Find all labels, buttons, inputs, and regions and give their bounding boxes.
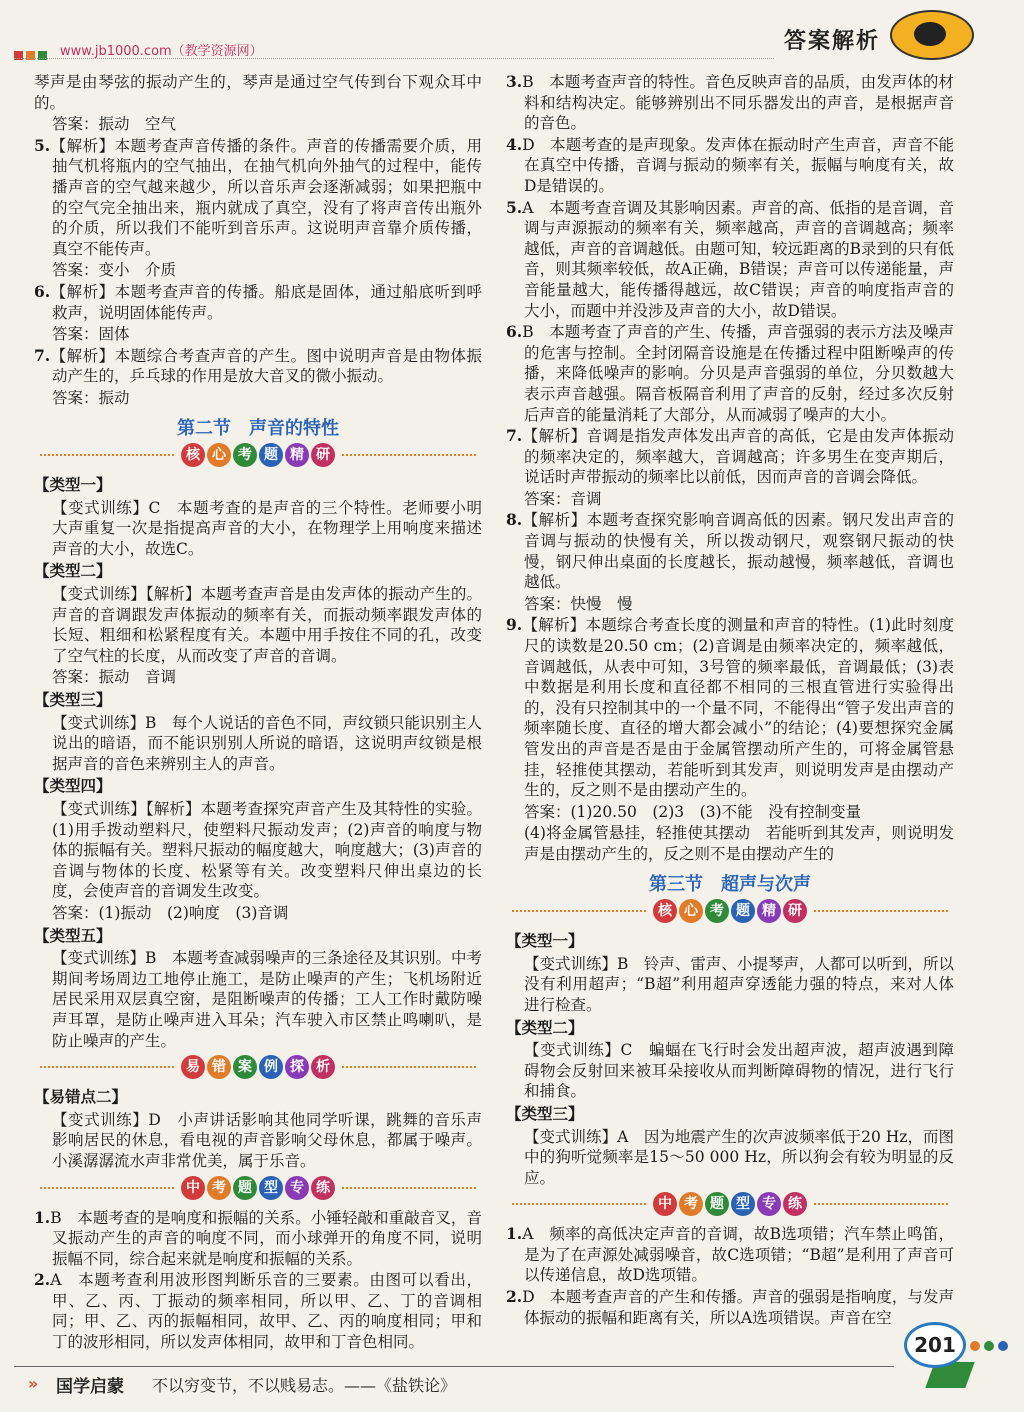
answer-text [506, 823, 954, 864]
banner-char: 核 [653, 899, 677, 923]
item-number: 9. [506, 615, 523, 635]
item-number: 1. [34, 1207, 51, 1227]
item-text: 【变式训练】B 每个人说话的音色不同，声纹锁只能识别主人说出的暗语，而不能识别别人所说的暗语，这说明声纹锁是根据声音的音色来辨别主人的声音。 [52, 713, 482, 773]
answer-text [34, 388, 482, 409]
banner-char: 练 [783, 1192, 807, 1216]
footer-quote: 不以穷变节，不以贱易志。——《盐铁论》 [152, 1376, 457, 1395]
footer-divider [14, 1366, 894, 1367]
item-text: 答案：(1)20.50 (2)3 (3)不能 没有控制变量 [524, 802, 862, 821]
item-text: 琴声是由琴弦的振动产生的，琴声是通过空气传到台下观众耳中的。 [34, 73, 482, 112]
answer-text [34, 799, 482, 902]
left-column [34, 72, 482, 1354]
item-number: 1. [506, 1224, 523, 1244]
answer-text [506, 954, 954, 1016]
item-text: A 本题考查音调及其影响因素。声音的高、低指的是音调，音调与声源振动的频率有关，频率越高，声音的音调越高；频率越低，声音的音调越低。由题可知，较远距离的B录到的只有低音，则其频率较低，故A正确，B错误；声音可以传递能量，声音能量越大，能传播得越远，故C错误；声音的响度指声音的大小，而题中并没涉及声音的大小，故D错误。 [522, 198, 954, 320]
answer-item [506, 426, 954, 488]
item-text: 【变式训练】【解析】本题考查探究声音产生及其特性的实验。(1)用手拨动塑料尺，使塑料尺振动发声；(2)声音的响度与物体的振幅有关。塑料尺振动的幅度越大，响度越大；(3)声音的音调与物体的长度、松紧等有关。改变塑料尺伸出桌边的长度，会使声音的音调发生改变。 [52, 800, 482, 901]
site-url: www.jb1000.com（教学资源网） [60, 44, 263, 59]
banner-char: 例 [259, 1055, 283, 1079]
section-banner [506, 899, 954, 923]
banner-char: 考 [233, 443, 257, 467]
answer-item [34, 1208, 482, 1270]
banner-char: 考 [705, 899, 729, 923]
header-squares [14, 45, 50, 64]
answer-item [34, 282, 482, 323]
item-text: 【变式训练】【解析】本题考查声音是由发声体的振动产生的。声音的音调跟发声体振动的频率有关，而振动频率跟发声体的长短、粗细和松紧程度有关。本题中用手按住不同的孔，改变了空气柱的长度，从而改变了声音的音调。 [52, 585, 482, 665]
banner-char: 考 [679, 1192, 703, 1216]
item-text: D 本题考查声音的产生和传播。声音的强弱是指响度，与发声体振动的振幅和距离有关，所以A选项错误。声音在空 [522, 1288, 954, 1327]
item-number: 2. [506, 1287, 523, 1307]
banner-char: 练 [311, 1176, 335, 1200]
item-text: 答案：振动 空气 [52, 115, 177, 134]
answer-text [506, 802, 954, 823]
page-footer [0, 1362, 1024, 1412]
banner-char: 专 [757, 1192, 781, 1216]
answer-text [34, 948, 482, 1051]
item-text: 【变式训练】B 本题考查减弱噪声的三条途径及其识别。中考期间考场周边工地停止施工，是防止噪声的产生；飞机场附近居民采用双层真空窗，是阻断噪声的传播；工人工作时戴防噪声耳罩，是防止噪声进入耳朵；汽车驶入市区禁止鸣喇叭，是防止噪声的产生。 [52, 949, 482, 1050]
banner-char: 考 [207, 1176, 231, 1200]
answer-text [506, 1127, 954, 1189]
footer-label: 国学启蒙 [56, 1377, 124, 1397]
answer-text [506, 489, 954, 510]
banner-char: 错 [207, 1055, 231, 1079]
banner-char: 核 [181, 443, 205, 467]
banner-char: 探 [285, 1055, 309, 1079]
answer-item [34, 346, 482, 387]
item-text: 【解析】本题考查探究影响音调高低的因素。钢尺发出声音的音调与振动的快慢有关，所以拨动钢尺，观察钢尺振动的快慢，钢尺伸出桌面的长度越长，振动越慢，频率越低，音调也越低。 [522, 511, 954, 592]
answer-text [34, 713, 482, 775]
banner-char: 析 [311, 1055, 335, 1079]
item-text: 【解析】本题考查声音的传播。船底是固体，通过船底听到呼救声，说明固体能传声。 [50, 282, 482, 322]
header-divider [14, 58, 774, 59]
item-text: A 本题考查利用波形图判断乐音的三要素。由图可以看出，甲、乙、丙、丁振动的频率相同，所以甲、乙、丁的音调相同；甲、乙、丙的振幅相同，故甲、乙、丙的响度相同；甲和丁的波形相同，所以发声体相同，故甲和丁音色相同。 [50, 1271, 482, 1352]
answer-item [506, 72, 954, 134]
item-text: 答案：变小 介质 [52, 261, 177, 280]
answer-text [34, 667, 482, 688]
item-text: 答案：(1)振动 (2)响度 (3)音调 [52, 903, 289, 922]
double-chevron-icon: » [28, 1374, 39, 1393]
banner-char: 案 [233, 1055, 257, 1079]
answer-item [506, 322, 954, 425]
type-heading: 【类型三】 [34, 690, 112, 710]
answer-text [34, 72, 482, 113]
answer-item [506, 510, 954, 592]
item-number: 4. [506, 134, 523, 154]
banner-char: 心 [679, 899, 703, 923]
item-text: D 本题考查的是声现象。发声体在振动时产生声音，声音不能在真空中传播，音调与振动的频率有关，振幅与响度有关，故D是错误的。 [522, 135, 954, 195]
answer-text [34, 114, 482, 135]
banner-char: 心 [207, 443, 231, 467]
banner-char: 研 [311, 443, 335, 467]
item-number: 2. [34, 1270, 51, 1290]
item-text: 答案：快慢 慢 [524, 594, 633, 613]
banner-char: 题 [705, 1192, 729, 1216]
section-heading: 第二节 声音的特性 [177, 417, 339, 439]
answer-item [34, 136, 482, 260]
eye-logo-icon [890, 10, 974, 60]
answer-item [34, 1270, 482, 1352]
banner-char: 专 [285, 1176, 309, 1200]
answer-item [506, 135, 954, 197]
banner-char: 题 [259, 443, 283, 467]
item-text: 【变式训练】B 铃声、雷声、小提琴声，人都可以听到，所以没有利用超声；“B超”利用超声穿透能力强的特点，来对人体进行检查。 [524, 954, 954, 1014]
answer-item [506, 1287, 954, 1328]
banner-char: 中 [181, 1176, 205, 1200]
item-text: 答案：音调 [524, 489, 602, 508]
item-number: 3. [506, 72, 523, 91]
item-number: 6. [506, 322, 523, 342]
page-dots-decoration [970, 1336, 1012, 1355]
item-number: 8. [506, 510, 523, 530]
item-text: 答案：振动 [52, 388, 130, 407]
item-number: 7. [506, 426, 523, 446]
item-number: 6. [34, 281, 51, 301]
page-section-title: 答案解析 [784, 29, 881, 54]
item-text: 【解析】本题综合考查长度的测量和声音的特性。(1)此时刻度尺的读数是20.50 cm；(2)音调是由频率决定的，频率越低，音调越低，从表中可知，3号管的频率最低，音调最低；(3)表中数据是利用长度和直径都不相同的三根直管进行实验得出的，没有只控制其中的一个量不同，不能得出“管子发出声音的频率随长度、直径的增大都会减小”的结论；(4)要想探究金属管发出的声音是否是由于金属管摆动所产生的，可将金属管悬挂，轻推使其摆动，若能听到其发声，则说明发声是由摆动产生的，反之则不是由摆动产生的。 [522, 616, 954, 800]
type-heading: 【类型二】 [506, 1017, 584, 1037]
type-heading: 【类型二】 [34, 561, 112, 581]
answer-text [34, 1110, 482, 1172]
banner-char: 题 [731, 899, 755, 923]
section-banner [34, 1176, 482, 1200]
right-column [506, 72, 954, 1329]
section-banner [34, 1055, 482, 1079]
item-number: 5. [506, 197, 523, 217]
item-text: B 本题考查的是响度和振幅的关系。小锤轻敲和重敲音叉，音叉振动产生的声音的响度不同，而小球弹开的角度不同，说明振幅不同，综合起来就是响度和振幅的关系。 [50, 1208, 482, 1268]
type-heading: 【类型五】 [34, 925, 112, 945]
item-number: 5. [34, 135, 51, 155]
item-text: A 频率的高低决定声音的音调，故B选项错；汽车禁止鸣笛，是为了在声源处减弱噪音，故C选项错；“B超”是利用了声音可以传递信息，故D选项错。 [522, 1225, 954, 1285]
answer-text [34, 584, 482, 666]
answer-text [34, 260, 482, 281]
section-banner [506, 1192, 954, 1216]
section-banner [34, 443, 482, 467]
answer-item [506, 1224, 954, 1286]
item-text: 答案：振动 音调 [52, 668, 177, 687]
item-text: B 本题考查声音的特性。音色反映声音的品质，由发声体的材料和结构决定。能够辨别出不同乐器发出的声音，是根据声音的音色。 [522, 73, 954, 133]
banner-char: 易 [181, 1055, 205, 1079]
item-text: B 本题考查了声音的产生、传播，声音强弱的表示方法及噪声的危害与控制。全封闭隔音设施是在传播过程中阻断噪声的传播，来降低噪声的影响。分贝是声音强弱的单位，分贝数越大表示声音越强。隔音板隔音利用了声音的反射，经过多次反射后声音的能量消耗了大部分，从而减弱了噪声的大小。 [522, 323, 954, 424]
item-text: 【解析】本题综合考查声音的产生。图中说明声音是由物体振动产生的，乒乓球的作用是放大音叉的微小振动。 [50, 346, 482, 386]
banner-char: 型 [731, 1192, 755, 1216]
banner-char: 精 [757, 899, 781, 923]
type-heading: 【易错点二】 [34, 1087, 128, 1107]
item-number: 7. [34, 345, 51, 365]
item-text: (4)将金属管悬挂，轻推使其摆动 若能听到其发声，则说明发声是由摆动产生的，反之则不是由摆动产生的 [524, 824, 954, 863]
answer-item [506, 615, 954, 800]
item-text: 【变式训练】C 本题考查的是声音的三个特性。老师要小明大声重复一次是指提高声音的大小，在物理学上用响度来描述声音的大小，故选C。 [52, 498, 482, 558]
section-heading: 第三节 超声与次声 [649, 873, 811, 895]
answer-item [506, 198, 954, 322]
type-heading: 【类型四】 [34, 776, 112, 796]
type-heading: 【类型三】 [506, 1103, 584, 1123]
banner-char: 精 [285, 443, 309, 467]
banner-char: 研 [783, 899, 807, 923]
answer-text [506, 1040, 954, 1102]
type-heading: 【类型一】 [34, 475, 112, 495]
banner-char: 中 [653, 1192, 677, 1216]
banner-char: 题 [233, 1176, 257, 1200]
type-heading: 【类型一】 [506, 931, 584, 951]
answer-text [506, 594, 954, 615]
answer-text [34, 903, 482, 924]
item-text: 【变式训练】C 蝙蝠在飞行时会发出超声波，超声波遇到障碍物会反射回来被耳朵接收从而判断障碍物的情况，进行飞行和捕食。 [524, 1041, 954, 1101]
answer-text [34, 498, 482, 560]
page-header [0, 0, 1024, 66]
item-text: 【解析】本题考查声音传播的条件。声音的传播需要介质，用抽气机将瓶内的空气抽出，在抽气机向外抽气的过程中，能传播声音的空气越来越少，所以音乐声会逐渐减弱；如果把瓶中的空气完全抽出来，瓶内就成了真空，没有了将声音传出瓶外的介质，所以我们不能听到音乐声。这说明声音靠介质传播，真空不能传声。 [50, 136, 482, 258]
item-text: 【解析】音调是指发声体发出声音的高低，它是由发声体振动的频率决定的，频率越大，音调越高；许多男生在变声期后，说话时声带振动的频率比以前低，因而声音的音调会降低。 [522, 427, 954, 487]
banner-char: 型 [259, 1176, 283, 1200]
item-text: 【变式训练】D 小声讲话影响其他同学听课，跳舞的音乐声影响居民的休息，看电视的声音影响父母休息，都属于噪声。小溪潺潺流水声非常优美，属于乐音。 [52, 1110, 482, 1170]
item-text: 答案：固体 [52, 325, 130, 344]
item-text: 【变式训练】A 因为地震产生的次声波频率低于20 Hz，而图中的狗听觉频率是15～50 000 Hz，所以狗会有较为明显的反应。 [524, 1127, 954, 1187]
answer-text [34, 324, 482, 345]
page-number: 201 [904, 1322, 966, 1368]
